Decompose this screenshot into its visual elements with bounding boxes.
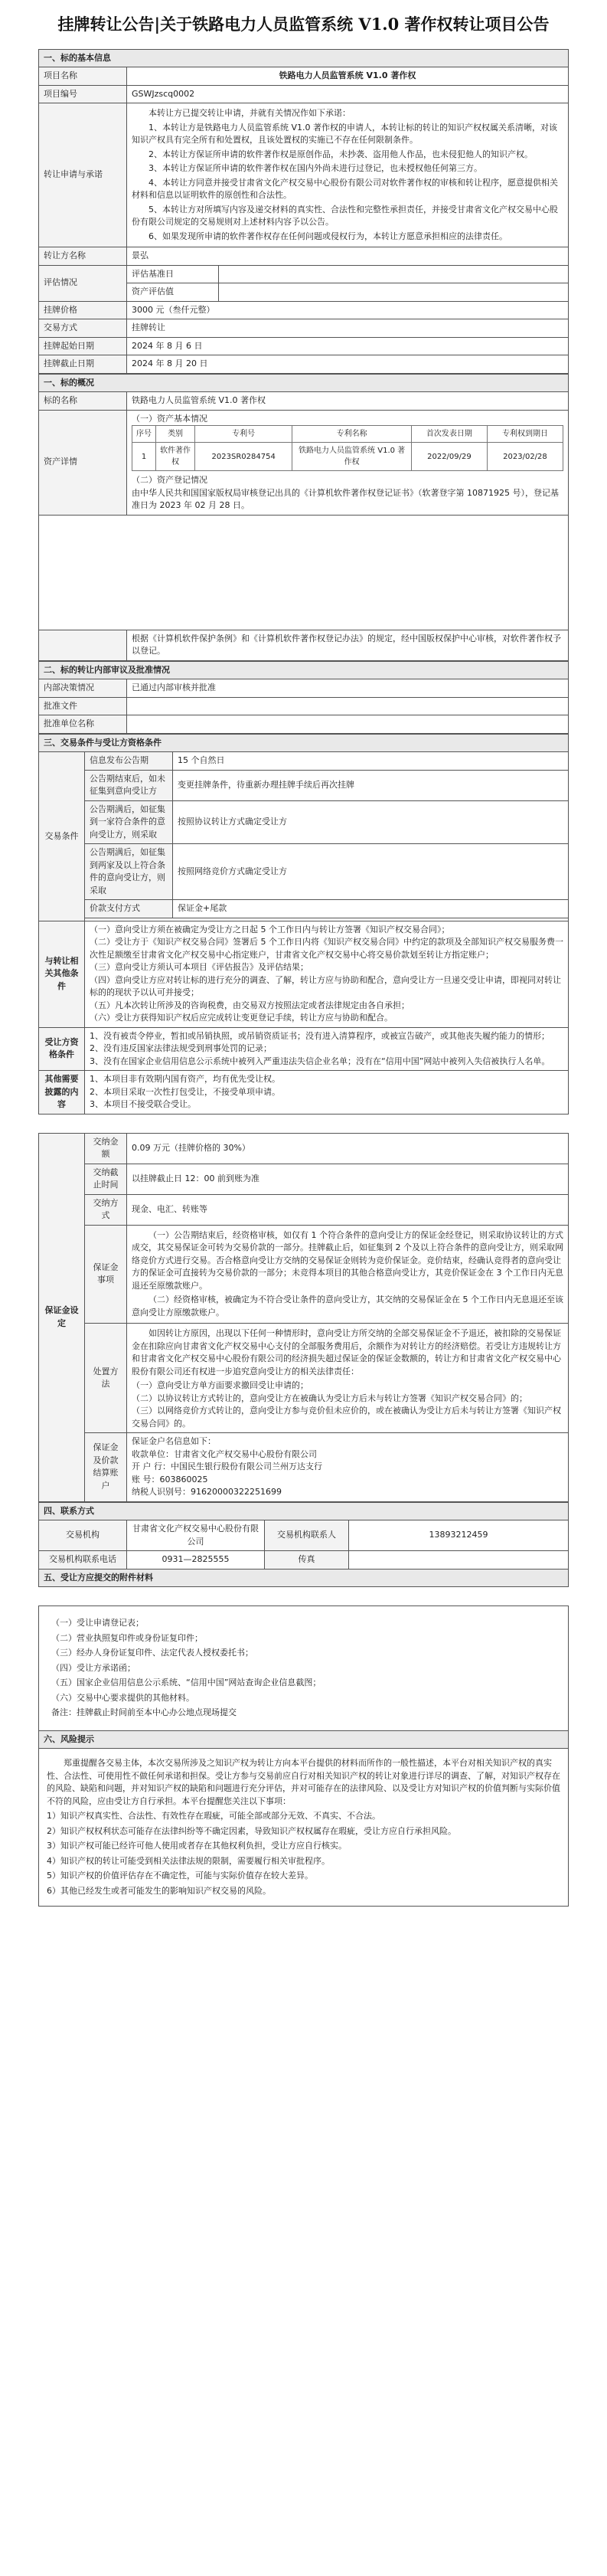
approval-table [38,661,569,734]
multi-bidder: 按照网络竞价方式确定受让方 [173,844,569,900]
method: 现金、电汇、转账等 [127,1194,569,1225]
asset-cell: 1 [132,443,156,471]
project-name: 铁路电力人员监管系统 V1.0 著作权 [127,67,569,86]
other-conditions-label: 与转让相关其他条件 [39,921,85,1027]
usage-para: （二）经资格审核，被确定为不符合受让条件的意向受让方，其交纳的交易保证金在 5 个工作日内无息退还至该意向受让方原缴款账户。 [132,1295,563,1317]
other-condition-para: （三）意向受让方须认可本项目《评估报告》及评估结果； [90,962,308,973]
amount: 0.09 万元（挂牌价格的 30%） [127,1133,569,1164]
usage-label: 保证金事项 [85,1225,127,1324]
deposit-table [38,1133,569,1502]
attachment-item: （六）交易中心要求提供的其他材料。 [51,1692,194,1703]
phone-label: 交易机构联系电话 [39,1551,127,1569]
asset-header-cell: 专利号 [195,426,292,443]
extend-label: 公告期结束后，如未征集到意向受让方 [85,770,173,800]
account-line: 账 号：603860025 [132,1474,208,1484]
commitment-para: 1、本转让方是铁路电力人员监管系统 V1.0 著作权的申请人，本转让标的转让的知识产权权属关系清晰，对该知识产权具有完全所有和处置权，且该处置权的实施已不存在任何限制条件。 [132,122,558,146]
attachment-item: （二）营业执照复印件或身份证复印件； [51,1632,203,1643]
asset-header-cell: 首次发表日期 [411,426,487,443]
other-condition-para: （一）意向受让方须在被确定为受让方之日起 5 个工作日内与转让方签署《知识产权交易合同》； [90,924,450,934]
usage-para: （一）公告期结束后，经资格审核，如仅有 1 个符合条件的意向受让方的保证金经登记，则采取协议转让的方式成交，其交易保证金可转为交易价款的一部分。挂牌截止后，如征集到 2 个及以上符合条件的意向受让方，则采取网络竞价方式进行交易。否合格意向受让方交纳的交易保证金则转为竞价保证金。竞价结束，经确认竞得者的意向受让方的保证金可直接转为交易价款的一部分；未竞得本项目的其他合格意向受让方，其竞价保证金在 3 个工作日内无息退还至原缴款账户。 [132,1229,563,1291]
account-label: 保证金及价款结算账户 [85,1433,127,1502]
single-bidder-label: 公告期满后，如征集到一家符合条件的意向受让方，则采取 [85,800,173,844]
payment: 保证金+尾款 [173,900,569,918]
account-line: 纳税人识别号：91620000322251699 [132,1487,282,1497]
other-condition-para: （五）凡本次转让所涉及的咨询税费，由交易双方按照法定或者法律规定由各自承担； [90,1000,410,1010]
attachment-item: （三）经办人身份证复印件、法定代表人授权委托书； [51,1648,253,1658]
asset-table-header [132,426,563,443]
asset-header-cell: 专利名称 [292,426,412,443]
asset-cell: 软件著作权 [156,443,195,471]
asset-cell: 2023SR0284754 [195,443,292,471]
disclosure-para: 2、本项目采取一次性打包受让，不接受单项申请。 [90,1086,280,1097]
section-gap [38,1587,569,1605]
account-line: 开 户 行：中国民生银行股份有限公司兰州万达支行 [132,1461,322,1472]
dispose-para: （一）意向受让方单方面要求撤回受让申请的； [132,1380,308,1391]
asset-cell: 铁路电力人员监管系统 V1.0 著作权 [292,443,412,471]
contact-table [38,1502,569,1588]
listing-price: 3000 元（叁仟元整） [127,301,569,319]
commitment-para: 3、本转让方保证所申请的软件著作权在国内外尚未进行过登记，也未授权他任何第三方。 [148,163,482,174]
asset-cell: 2023/02/28 [487,443,563,471]
conditions-table [38,734,569,1115]
start-date-label: 挂牌起始日期 [39,337,127,355]
section-heading: 四、联系方式 [39,1502,569,1520]
dispose-para: （二）以协议转让方式转让的，意向受让方在被确认为受让方后未与转让方签署《知识产权交易合同》的； [132,1393,527,1403]
disclosure-para: 1、本项目非有效期内国有资产，均有优先受让权。 [90,1074,280,1085]
section-heading: 三、交易条件与受让方资格条件 [39,734,569,752]
other-condition-para: （二）受让方于《知识产权交易合同》签署后 5 个工作日内将《知识产权交易合同》中约定的款项及全部知识产权交易服务费一次性足额缴至甘肃省文化产权交易中心指定账户，甘肃省文化产权交易中心将交易价款划至转让方指定账户； [90,937,563,960]
commitment-para: 2、本转让方保证所申请的软件著作权是原创作品，未抄袭、盗用他人作品，也未侵犯他人的知识产权。 [148,149,533,159]
page-title: 挂牌转让公告|关于铁路电力人员监管系统 V1.0 著作权转让项目公告 [57,15,550,34]
risk-item: 5）知识产权的价值评估存在不确定性，可能与实际价值存在较大差异。 [47,1871,313,1881]
asset-info-label: 资产详情 [39,410,127,515]
decision: 已通过内部审核并批准 [127,679,569,698]
section-heading: 六、风险提示 [39,1730,569,1749]
section-heading: 五、受让方应提交的附件材料 [39,1569,569,1587]
risk-item: 1）知识产权真实性、合法性、有效性存在瑕疵，可能全部或部分无效、不真实、不合法。 [47,1811,380,1822]
valuation-label: 评估情况 [39,265,127,301]
amount-label: 交纳金额 [85,1133,127,1164]
end-date: 2024 年 8 月 20 日 [127,355,569,374]
section-heading: 一、标的基本信息 [39,49,569,67]
asset-table [132,425,563,471]
attachment-item: （五）国家企业信用信息公示系统、“信用中国”网站查询企业信息截图； [51,1678,321,1688]
fax-label: 传真 [265,1551,349,1569]
listing-price-label: 挂牌价格 [39,301,127,319]
period-label: 信息发布公告期 [85,752,173,771]
valuation-date-label: 评估基准日 [127,265,219,283]
other-condition-para: （四）意向受让方应对转让标的进行充分的调查、了解，转让方应与协助和配合，意向受让方一旦递交受让申请，即视同对转让标的的现状予以认可并接受； [90,974,561,998]
phone: 0931—2825555 [127,1551,265,1569]
attachment-note: 备注：挂牌截止时间前至本中心办公地点现场提交 [51,1707,237,1718]
approval-org [127,715,569,734]
other-conditions [85,921,569,1027]
qualification-para: 3、没有在国家企业信用信息公示系统中被列入严重违法失信企业名单；没有在“信用中国”网站中被列入失信被执行人名单。 [90,1056,550,1066]
legal-basis-label [39,630,127,660]
asset-header-cell: 类别 [156,426,195,443]
asset-table-row [132,443,563,471]
start-date: 2024 年 8 月 6 日 [127,337,569,355]
end-date-label: 挂牌截止日期 [39,355,127,374]
trade-conditions-label: 交易条件 [39,752,85,921]
deadline-label: 交纳截止时间 [85,1164,127,1194]
project-code-label: 项目编号 [39,85,127,103]
attachments-table [38,1605,569,1907]
method-label: 交纳方式 [85,1194,127,1225]
subject-label: 标的名称 [39,392,127,411]
payment-label: 价款支付方式 [85,900,173,918]
project-code: GSWJzscq0002 [127,85,569,103]
asset-cell: 2022/09/29 [411,443,487,471]
valuation-date [219,265,569,283]
risk-intro: 郑重提醒各交易主体，本次交易所涉及之知识产权为转让方向本平台提供的材料而所作的一般性描述，本平台对相关知识产权的真实性、合法性、可使用性不做任何承诺和担保。受让方参与交易前应自行对相关知识产权的转让对象进行详尽的调查、了解，对知识产权存在的风险、缺陷和问题，并对知识产权的缺陷和问题进行充分评估，并对可能存在的法律风险、以及受让方对知识产权的价值判断与实际价值不符的风险，应由受让方自行承担。本平台提醒您关注以下事项： [47,1758,560,1806]
commitment-label: 转让申请与承诺 [39,103,127,247]
commitment-para: 6、如果发现所申请的软件著作权存在任何问题或侵权行为，本转让方愿意承担相应的法律责任。 [148,231,507,241]
project-name-label: 项目名称 [39,67,127,86]
section-heading: 二、标的转让内部审议及批准情况 [39,661,569,679]
asset-header-cell: 序号 [132,426,156,443]
contact-label: 交易机构联系人 [265,1520,349,1551]
decision-label: 内部决策情况 [39,679,127,698]
disclosure-para: 3、本项目不接受联合受让。 [90,1099,196,1110]
approval-file-label: 批准文件 [39,697,127,715]
commitment-para: 本转让方已提交转让申请，并就有关情况作如下承诺： [148,108,351,119]
asset-header-cell: 专利权到期日 [487,426,563,443]
disclosure [85,1071,569,1115]
deposit-label: 保证金设定 [39,1133,85,1501]
transferor: 景弘 [127,247,569,266]
qualification-para: 1、没有被责令停业，暂扣或吊销执照，或吊销资质证书；没有进入清算程序，或被宣告破产，或其他丧失履约能力的情形； [90,1030,550,1041]
deadline: 以挂牌截止日 12：00 前到账为准 [127,1164,569,1194]
org: 甘肃省文化产权交易中心股份有限公司 [127,1520,265,1551]
risk-item: 2）知识产权权利状态可能存在法律纠纷等不确定因素，导致知识产权权属存在瑕疵，受让方应自行承担风险。 [47,1825,456,1836]
disclosure-label: 其他需要披露的内容 [39,1071,85,1115]
dispose-para: 如因转让方原因，出现以下任何一种情形时，意向受让方所交纳的全部交易保证金不予退还，被扣除的交易保证金在扣除应向甘肃省文化产权交易中心支付的全部服务费用后，余额作为对转让方的经济赔偿。若受让方违规转让方和甘肃省文化产权交易中心股份有限公司的经济损失超过保证金的保证金数额的，转让方和甘肃省文化产权交易中心股份有限公司还有权进一步追究意向受让方的相关法律责任： [132,1328,561,1376]
legal-basis: 根据《计算机软件保护条例》和《计算机软件著作权登记办法》的规定，经中国版权保护中心审核，对软件著作权予以登记。 [127,630,569,660]
approval-org-label: 批准单位名称 [39,715,127,734]
attachment-item: （四）受让方承诺函； [51,1662,135,1673]
risk-item: 6）其他已经发生或者可能发生的影响知识产权交易的风险。 [47,1885,271,1896]
extend: 变更挂牌条件，待重新办理挂牌手续后再次挂牌 [173,770,569,800]
dispose-label: 处置方法 [85,1324,127,1433]
multi-bidder-label: 公告期满后，如征集到两家及以上符合条件的意向受让方，则采取 [85,844,173,900]
usage [127,1225,569,1324]
single-bidder: 按照协议转让方式确定受让方 [173,800,569,844]
valuation-value [219,283,569,302]
asset-info [127,410,569,515]
qualification-label: 受让方资格条件 [39,1027,85,1071]
org-label: 交易机构 [39,1520,127,1551]
transferor-label: 转让方名称 [39,247,127,266]
approval-file [127,697,569,715]
asset-reg-text: 由中华人民共和国国家版权局审核登记出具的《计算机软件著作权登记证书》（软著登字第 10871925 号），登记基准日为 2023 年 02 月 28 日。 [132,487,559,511]
trade-method: 挂牌转让 [127,319,569,338]
contact: 13893212459 [349,1520,569,1551]
commitment-para: 5、本转让方对所填写内容及递交材料的真实性、合法性和完整性承担责任，并接受甘肃省文化产权交易中心股份有限公司规定的交易规则对上述材料内容予以公告。 [132,204,558,227]
valuation-value-label: 资产评估值 [127,283,219,302]
asset-reg-title: （二）资产登记情况 [132,475,207,486]
attachment-item: （一）受让申请登记表； [51,1618,144,1628]
period: 15 个自然日 [173,752,569,771]
basic-info-table [38,49,569,374]
other-condition-para: （六）受让方获得知识产权后应完成转让变更登记手续，转让方应与协助和配合。 [90,1013,393,1023]
account [127,1433,569,1502]
risk-item: 3）知识产权可能已经许可他人使用或者存在其他权利负担，受让方应自行核实。 [47,1841,347,1851]
fax [349,1551,569,1569]
risk-item: 4）知识产权的转让可能受到相关法律法规的限制，需要履行相关审批程序。 [47,1855,330,1866]
commitment-para: 4、本转让方同意并接受甘肃省文化产权交易中心股份有限公司对软件著作权的审核和转让程序，愿意提供相关材料和信息以证明软件的原创性和合法性。 [132,177,558,201]
section-heading: 一、标的概况 [39,374,569,392]
subject-overview-table [38,374,569,661]
blank-gap [39,515,569,630]
attachments [39,1606,569,1731]
commitment-text [127,103,569,247]
trade-method-label: 交易方式 [39,319,127,338]
attachment-list [44,1609,563,1728]
qualification [85,1027,569,1071]
subject-name: 铁路电力人员监管系统 V1.0 著作权 [127,392,569,411]
risk-warning [39,1749,569,1907]
section-gap [38,1115,569,1133]
dispose-para: （三）以网络竞价方式转让的，意向受让方参与竞价但未应价的，或在被确认为受让方后未与转让方签署《知识产权交易合同》的。 [132,1406,561,1429]
account-line: 收款单位：甘肃省文化产权交易中心股份有限公司 [132,1448,317,1459]
dispose [127,1324,569,1433]
qualification-para: 2、没有违反国家法律法规受到刑事处罚的记录； [90,1043,272,1054]
asset-basic-title: （一）资产基本情况 [132,413,207,424]
account-line: 保证金户名信息如下： [132,1436,216,1447]
